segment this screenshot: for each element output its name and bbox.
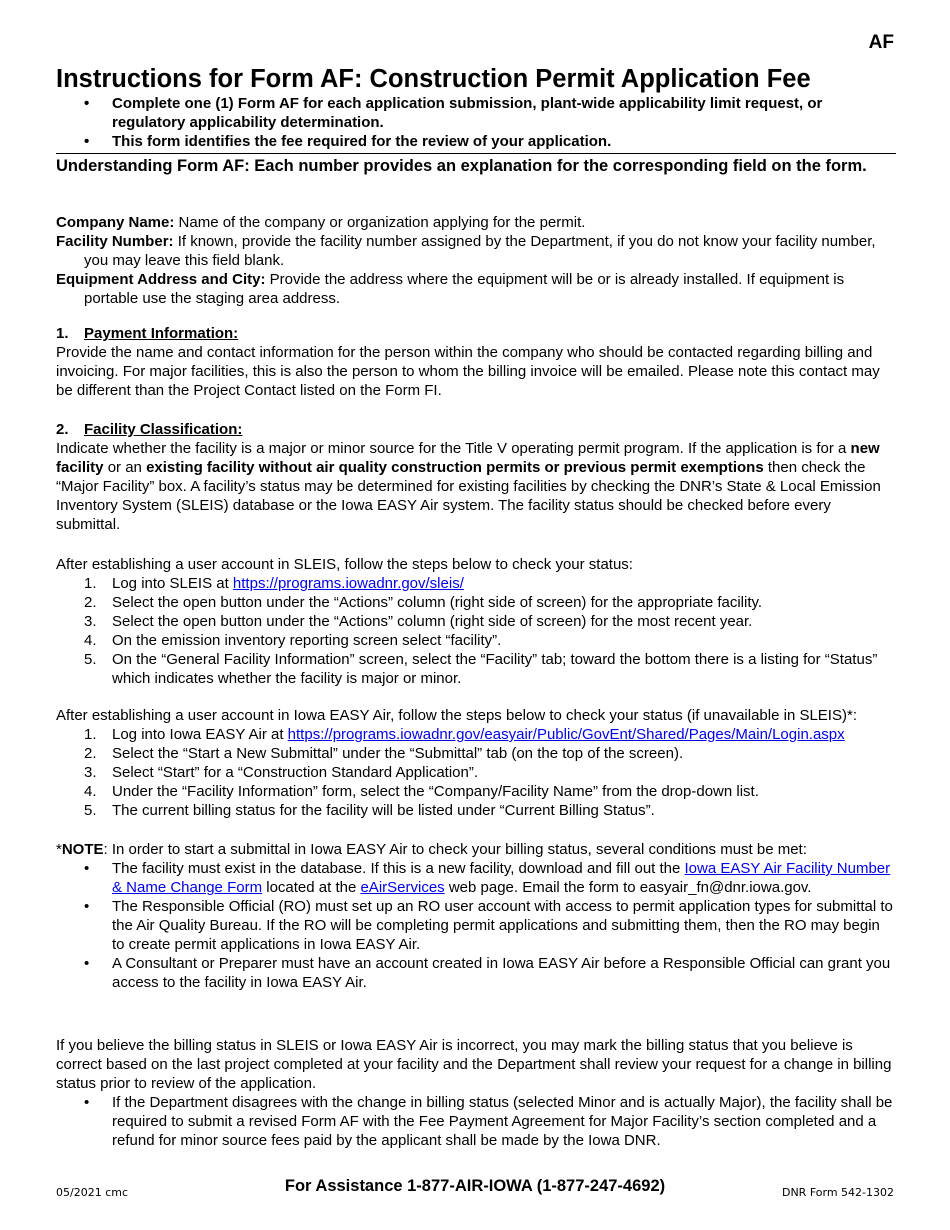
understanding-heading: Understanding Form AF: Each number provides an explanation for the corresponding field on the form. [56,157,867,175]
field-definitions [56,213,896,308]
billing-bullet [56,1093,896,1150]
step-number: 4. [84,783,97,800]
step-number: 1. [84,726,97,743]
note-text: : In order to start a submittal in Iowa EASY Air to check your billing status, several conditions must be met: [103,841,807,858]
note-bullets [56,859,896,992]
easyair-login-link[interactable]: https://programs.iowadnr.gov/easyair/Public/GovEnt/Shared/Pages/Main/Login.aspx [287,726,845,743]
bullet-text: located at the [262,879,361,896]
bullet-text: A Consultant or Preparer must have an account created in Iowa EASY Air before a Responsible Official can grant you access to the facility in Iowa EASY Air. [112,955,891,991]
bullet-dot: • [84,1094,90,1111]
step-text: The current billing status for the facility will be listed under “Current Billing Status”. [112,802,655,819]
intro-bullet: • Complete one (1) Form AF for each application submission, plant-wide applicability limit request, or regulatory applicability determination. [56,94,876,132]
body-bold: new facility [56,440,880,476]
definition-text: If known, provide the facility number assigned by the Department, if you do not know your facility number, you may leave this field blank. [84,233,876,269]
bullet-dot: • [84,955,90,972]
step-text: Select “Start” for a “Construction Standard Application”. [112,764,479,781]
intro-bullet: • This form identifies the fee required for the review of your application. [56,132,876,151]
note-bullet [56,859,896,897]
divider [56,153,896,154]
section-title: Facility Classification: [84,421,243,438]
page-title: Instructions for Form AF: Construction Permit Application Fee [56,65,811,93]
body-text: or an [103,459,147,476]
form-code: AF [868,32,894,53]
definition-term: Equipment Address and City: [56,271,266,288]
bullet-text: The Responsible Official (RO) must set up an RO user account with access to permit application types for submittal to the Air Quality Bureau. If the RO will be completing permit applications and submitting them, then the RO may begin to create permit applications in Iowa EASY Air. [112,898,893,953]
body-text: then check the “Major Facility” box. A facility’s status may be determined for existing facilities by checking the DNR’s State & Local Emission Inventory System (SLEIS) database or the Iowa EASY Air system. The facility status should be checked before every submittal. [56,459,881,533]
section-facility-classification [56,420,896,534]
sleis-instructions [56,555,896,688]
note-section [56,840,896,992]
definition-facility-number [56,232,896,270]
step-text: Log into SLEIS at [112,575,233,592]
step-number: 1. [84,575,97,592]
footer-form-number: DNR Form 542-1302 [781,1186,894,1199]
section-number: 2. [56,421,69,438]
footer-assistance: For Assistance 1-877-AIR-IOWA (1-877-247-4692) [284,1177,666,1195]
step-item [56,801,896,820]
easyair-instructions [56,706,896,820]
step-text: Select the “Start a New Submittal” under the “Submittal” tab (on the top of the screen). [112,745,684,762]
footer-date: 05/2021 cmc [56,1186,129,1199]
easyair-steps [56,725,896,820]
step-item [56,650,896,688]
note-intro [56,840,896,859]
note-bullet [56,897,896,954]
definition-equipment-address [56,270,896,308]
definition-term: Company Name: [56,214,175,231]
note-bullet [56,954,896,992]
bullet-dot: • [84,898,90,915]
sleis-steps [56,574,896,688]
note-label: NOTE [61,841,104,858]
section-body [56,439,896,534]
step-number: 3. [84,613,97,630]
section-heading [56,324,896,343]
definition-text: Name of the company or organization applying for the permit. [174,214,586,231]
step-number: 2. [84,745,97,762]
step-number: 5. [84,802,97,819]
body-bold: existing facility without air quality construction permits or previous permit exemptions [146,459,764,476]
sleis-intro: After establishing a user account in SLEIS, follow the steps below to check your status: [56,556,633,573]
step-item [56,593,896,612]
easyair-intro: After establishing a user account in Iowa EASY Air, follow the steps below to check your status (if unavailable in SLEIS)*: [56,707,857,724]
definition-company-name [56,213,896,232]
step-number: 3. [84,764,97,781]
definition-text: Provide the address where the equipment will be or is already installed. If equipment is portable use the staging area address. [84,271,845,307]
step-item [56,763,896,782]
step-number: 5. [84,651,97,668]
step-item [56,574,896,593]
step-item [56,744,896,763]
step-item [56,631,896,650]
section-payment-information [56,324,896,400]
body-text: Indicate whether the facility is a major or minor source for the Title V operating permit program. If the application is for a [56,440,851,457]
section-body: Provide the name and contact information for the person within the company who should be contacted regarding billing and invoicing. For major facilities, this is also the person to whom the billing invoice will be emailed. Please note this contact may be different than the Project Contact listed on the Form FI. [56,344,880,399]
step-item [56,612,896,631]
note-star: * [56,841,62,858]
definition-term: Facility Number: [56,233,174,250]
bullet-dot: • [84,860,90,877]
step-item [56,782,896,801]
bullet-text: If the Department disagrees with the change in billing status (selected Minor and is actually Major), the facility shall be required to submit a revised Form AF with the Fee Payment Agreement for Major Facility’s section completed and a refund for minor source fees paid by the applicant shall be made by the Iowa DNR. [112,1094,893,1149]
facility-change-form-link[interactable]: Iowa EASY Air Facility Number & Name Change Form [112,860,891,896]
step-text: Select the open button under the “Actions” column (right side of screen) for the most recent year. [112,613,753,630]
step-number: 4. [84,632,97,649]
billing-bullets [56,1093,896,1150]
section-number: 1. [56,325,69,342]
step-text: On the emission inventory reporting screen select “facility”. [112,632,502,649]
step-text: Select the open button under the “Actions” column (right side of screen) for the appropriate facility. [112,594,763,611]
section-title: Payment Information: [84,325,239,342]
step-text: Log into Iowa EASY Air at [112,726,288,743]
section-heading [56,420,896,439]
billing-section [56,1036,896,1150]
bullet-text: web page. Email the form to easyair_fn@dnr.iowa.gov. [444,879,812,896]
sleis-link[interactable]: https://programs.iowadnr.gov/sleis/ [232,575,464,592]
step-number: 2. [84,594,97,611]
bullet-text: The facility must exist in the database. If this is a new facility, download and fill out the [112,860,685,877]
step-text: Under the “Facility Information” form, select the “Company/Facility Name” from the drop-down list. [112,783,759,800]
eairservices-link[interactable]: eAirServices [360,879,445,896]
intro-bullets [56,94,876,151]
step-text: On the “General Facility Information” screen, select the “Facility” tab; toward the bottom there is a listing for “Status” which indicates whether the facility is major or minor. [112,651,878,687]
step-item [56,725,896,744]
billing-paragraph: If you believe the billing status in SLEIS or Iowa EASY Air is incorrect, you may mark the billing status that you believe is correct based on the last project completed at your facility and the Department shall review your request for a change in billing status prior to review of the application. [56,1037,892,1092]
